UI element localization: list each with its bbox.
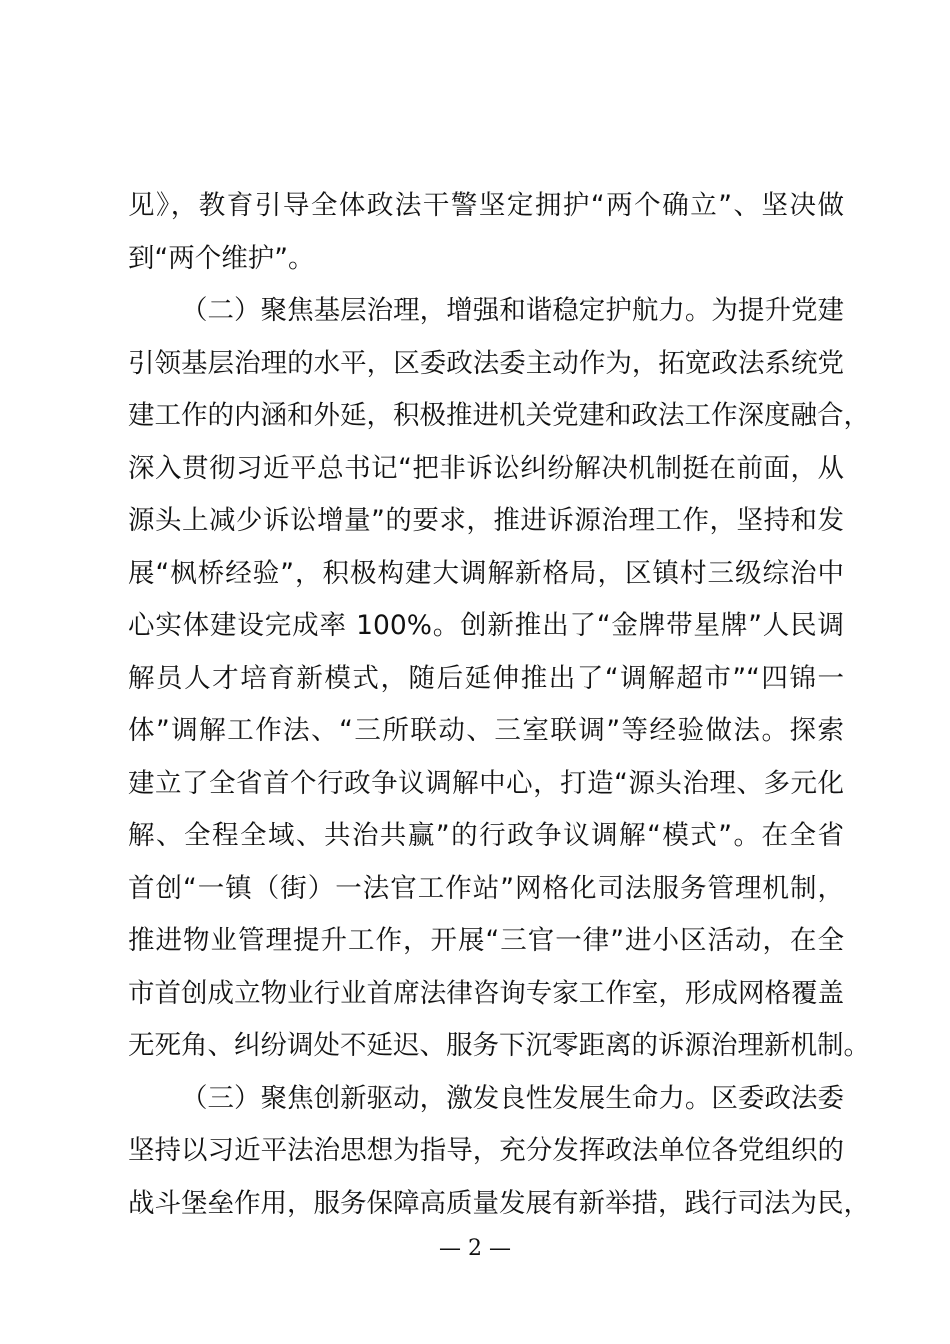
text-line: 到“两个维护”。	[128, 242, 315, 274]
text-line: 深入贯彻习近平总书记“把非诉讼纠纷解决机制挺在前面，从	[128, 452, 844, 484]
page-number: — 2 —	[439, 1236, 511, 1261]
text-line: 引领基层治理的水平，区委政法委主动作为，拓宽政法系统党	[128, 347, 844, 379]
text-line: 建工作的内涵和外延，积极推进机关党建和政法工作深度融合，	[128, 400, 870, 431]
text-line: 见》，教育引导全体政法干警坚定拥护“两个确立”、坚决做	[128, 190, 844, 221]
text-line: 解、全程全域、共治共赢”的行政争议调解“模式”。在全省	[128, 820, 844, 851]
section-heading-line: （三）聚焦创新驱动，激发良性发展生命力。区委政法委	[181, 1082, 844, 1114]
text-line: 体”调解工作法、“三所联动、三室联调”等经验做法。探索	[128, 715, 844, 746]
text-line: 建立了全省首个行政争议调解中心，打造“源头治理、多元化	[128, 767, 844, 799]
text-line: 展“枫桥经验”，积极构建大调解新格局，区镇村三级综治中	[128, 557, 844, 589]
text-line: 解员人才培育新模式，随后延伸推出了“调解超市”“四锦一	[128, 662, 844, 694]
text-line: 心实体建设完成率 100%。创新推出了“金牌带星牌”人民调	[128, 610, 844, 641]
text-line: 市首创成立物业行业首席法律咨询专家工作室，形成网格覆盖	[128, 977, 844, 1009]
body-text	[128, 180, 870, 1230]
text-line: 源头上减少诉讼增量”的要求，推进诉源治理工作，坚持和发	[128, 505, 844, 536]
text-line: 战斗堡垒作用，服务保障高质量发展有新举措，践行司法为民，	[128, 1187, 870, 1219]
text-line: 推进物业管理提升工作，开展“三官一律”进小区活动，在全	[128, 925, 844, 956]
text-line: 首创“一镇（街）一法官工作站”网格化司法服务管理机制，	[128, 872, 844, 904]
text-line: 坚持以习近平法治思想为指导，充分发挥政法单位各党组织的	[128, 1135, 844, 1166]
text-line: 无死角、纠纷调处不延迟、服务下沉零距离的诉源治理新机制。	[128, 1030, 870, 1061]
section-heading-line: （二）聚焦基层治理，增强和谐稳定护航力。为提升党建	[181, 295, 844, 326]
